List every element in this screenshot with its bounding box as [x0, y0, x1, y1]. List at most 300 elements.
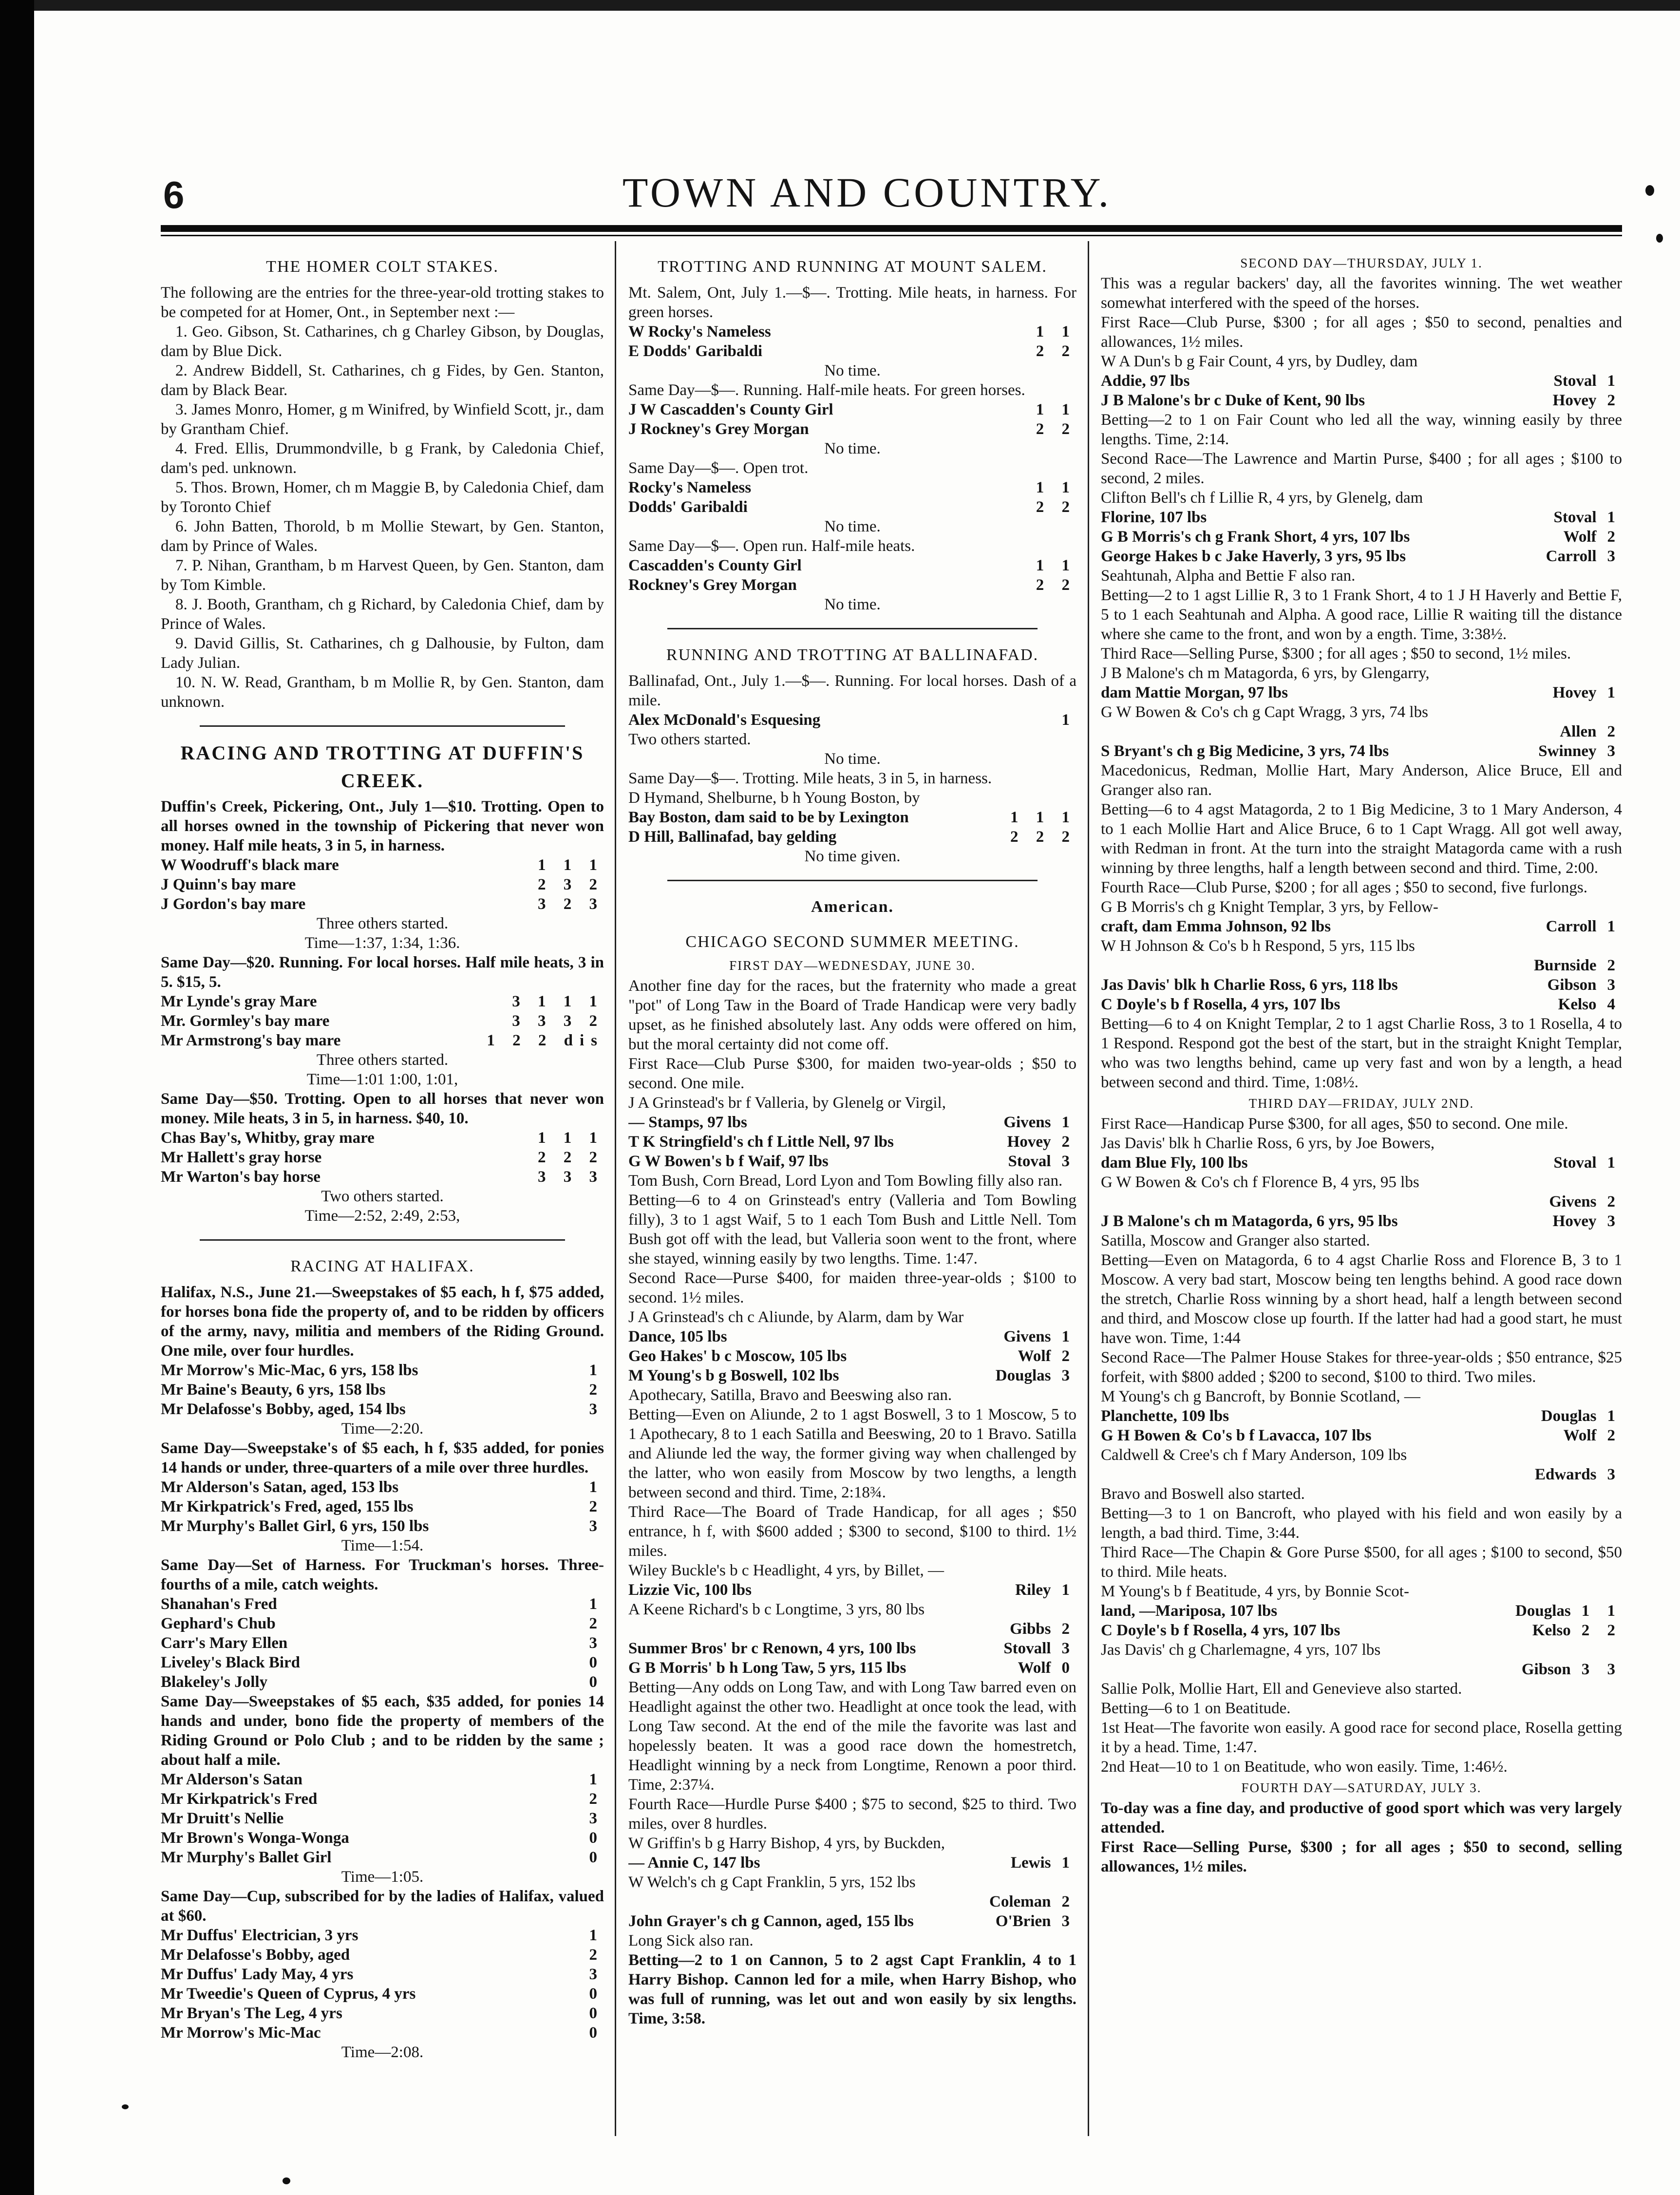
jockey-name: Gibson — [1521, 1661, 1571, 1678]
placing: 1 1 — [1036, 479, 1076, 496]
placing: 0 — [589, 1654, 604, 1671]
race-time: No time. — [824, 750, 881, 768]
placing: 3 — [1061, 1367, 1076, 1384]
horse-name: Mr Bryan's The Leg, 4 yrs — [161, 2005, 342, 2022]
horse-name: Chas Bay's, Whitby, gray mare — [161, 1129, 375, 1147]
result-row — [161, 855, 604, 875]
horse-name: — Stamps, 97 lbs — [628, 1114, 747, 1131]
race-description: Ballinafad, Ont., July 1.—$—. Running. For local horses. Dash of a mile. — [628, 672, 1076, 709]
horse-name: Mr Hallett's gray horse — [161, 1149, 322, 1166]
jockey-name: Wolf — [1018, 1347, 1051, 1365]
result-row — [161, 992, 604, 1011]
race-heat: 2nd Heat—10 to 1 on Beatitude, who won easily. Time, 1:46½. — [1101, 1758, 1508, 1776]
result-list — [161, 992, 604, 1050]
entry-item: 1. Geo. Gibson, St. Catharines, ch g Charley Gibson, by Douglas, dam by Blue Dick. — [161, 323, 604, 360]
placing: 3 — [589, 1634, 604, 1652]
result-row — [1101, 508, 1622, 527]
placing: 0 — [589, 1985, 604, 2003]
placing: 2 2 — [1036, 420, 1076, 438]
horse-name: Mr Kirkpatrick's Fred — [161, 1790, 318, 1808]
placing: 1 — [589, 1927, 604, 1944]
race-note: Satilla, Moscow and Granger also started. — [1101, 1232, 1370, 1249]
day-subheading: FIRST DAY—WEDNESDAY, JUNE 30. — [729, 958, 976, 973]
result-row — [1101, 1621, 1622, 1640]
article-paragraph: The following are the entries for the three-year-old trotting stakes to be competed for at Homer, Ont., in September next :— — [161, 284, 604, 321]
placing: 3 1 1 1 — [512, 993, 604, 1010]
entry-item: 2. Andrew Biddell, St. Catharines, ch g Fides, by Gen. Stanton, dam by Black Bear. — [161, 362, 604, 399]
column-3 — [1101, 241, 1622, 2151]
race-betting: Betting—Even on Aliunde, 2 to 1 agst Boswell, 3 to 1 Moscow, 5 to 1 Apothecary, 8 to 1 each Satilla and Beeswing, 20 to 1 Bravo. Satilla and Aliunde led the way, the former giving way when challenged by the latter, who won easily from Moscow by two lengths, a length between second and third. Time, 2:18¾. — [628, 1406, 1076, 1501]
column-1 — [161, 241, 604, 2151]
jockey-name: Givens — [1003, 1328, 1051, 1345]
placing: 3 — [1607, 548, 1622, 565]
result-list — [1101, 1601, 1622, 1640]
jockey-name: Givens — [1003, 1114, 1051, 1131]
entry-item: 7. P. Nihan, Grantham, b m Harvest Queen, by Gen. Stanton, dam by Tom Kimble. — [161, 557, 604, 594]
result-line: A Keene Richard's b c Longtime, 3 yrs, 80 lbs — [628, 1601, 925, 1618]
race-description: Same Day—$—. Running. Half-mile heats. For green horses. — [628, 381, 1025, 399]
jockey-name: Gibson — [1547, 976, 1597, 994]
placing: 2 2 2 — [1010, 828, 1076, 846]
result-list — [628, 808, 1076, 847]
result-line: G B Morris's ch g Knight Templar, 3 yrs, by Fellow- — [1101, 898, 1438, 916]
placing: 1 1 1 — [538, 1129, 604, 1147]
jockey-name: Hovey — [1552, 1212, 1597, 1230]
result-row — [628, 556, 1076, 575]
horse-name: Jas Davis' blk h Charlie Ross, 6 yrs, 118 lbs — [1101, 976, 1398, 994]
result-row — [628, 1911, 1076, 1931]
horse-name: Mr Armstrong's bay mare — [161, 1032, 341, 1049]
race-note: Sallie Polk, Mollie Hart, Ell and Genevieve also started. — [1101, 1680, 1462, 1698]
horse-name: Bay Boston, dam said to be by Lexington — [628, 809, 909, 826]
result-list — [161, 1594, 604, 1692]
race-description: Fourth Race—Hurdle Purse $400 ; $75 to second, $25 to third. Two miles, over 8 hurdles. — [628, 1796, 1076, 1833]
placing: 2 — [1061, 1893, 1076, 1911]
result-row — [628, 322, 1076, 341]
race-time: No time given. — [804, 848, 901, 865]
result-list — [628, 1853, 1076, 1873]
horse-name: Mr. Gormley's bay mare — [161, 1012, 330, 1030]
race-note: Long Sick also ran. — [628, 1932, 754, 1949]
result-row — [628, 1619, 1076, 1639]
race-description: Same Day—$—. Trotting. Mile heats, 3 in 5, in harness. — [628, 770, 992, 787]
scan-speck — [122, 2104, 129, 2109]
entry-list — [161, 322, 604, 712]
race-description: Second Race—The Palmer House Stakes for three-year-olds ; $50 entrance, $25 forfeit, with $800 added ; $200 to second, $100 to third. Two miles. — [1101, 1349, 1622, 1386]
placing: 1 — [589, 1595, 604, 1613]
race-description: Same Day—Sweepstakes of $5 each, $35 added, for ponies 14 hands and under, bono fide the property of members of the Riding Ground or Polo Club ; and to be ridden by the same ; about half a mile. — [161, 1693, 604, 1769]
race-note: Bravo and Boswell also started. — [1101, 1485, 1305, 1503]
placing: 1 — [1061, 711, 1076, 729]
horse-name: Mr Tweedie's Queen of Cyprus, 4 yrs — [161, 1985, 416, 2003]
placing: 2 — [1607, 1427, 1622, 1444]
horse-name: Mr Brown's Wonga-Wonga — [161, 1829, 349, 1847]
race-note: Two others started. — [628, 731, 751, 748]
jockey-name: Swinney — [1538, 742, 1597, 760]
horse-name: Carr's Mary Ellen — [161, 1634, 288, 1652]
horse-name: J Rockney's Grey Morgan — [628, 420, 809, 438]
race-description: Same Day—$—. Open run. Half-mile heats. — [628, 537, 915, 555]
jockey-name: Stovall — [1003, 1640, 1051, 1657]
result-row — [1101, 975, 1622, 995]
result-line: G W Bowen & Co's ch f Florence B, 4 yrs, 95 lbs — [1101, 1173, 1419, 1191]
race-description: Third Race—The Chapin & Gore Purse $500, for all ages ; $100 to second, $50 to third. Mile heats. — [1101, 1544, 1622, 1581]
horse-name: Mr Warton's bay horse — [161, 1168, 321, 1186]
placing: 0 — [589, 1849, 604, 1866]
horse-name: Alex McDonald's Esquesing — [628, 711, 821, 729]
result-row — [628, 1152, 1076, 1171]
placing: 2 — [1061, 1347, 1076, 1365]
horse-name: dam Blue Fly, 100 lbs — [1101, 1154, 1248, 1172]
result-row — [1101, 1153, 1622, 1173]
article-heading: CREEK. — [340, 770, 424, 792]
jockey-name: Stoval — [1553, 372, 1597, 390]
section-heading: American. — [811, 898, 894, 916]
race-description: Second Race—The Lawrence and Martin Purse, $400 ; for all ages ; $100 to second, 2 miles. — [1101, 450, 1622, 487]
result-list — [628, 478, 1076, 517]
result-row — [628, 478, 1076, 497]
race-description: Mt. Salem, Ont, July 1.—$—. Trotting. Mile heats, in harness. For green horses. — [628, 284, 1076, 321]
result-row — [628, 1132, 1076, 1152]
horse-name: Rocky's Nameless — [628, 479, 752, 496]
horse-name: Liveley's Black Bird — [161, 1654, 301, 1671]
placing: 2 — [589, 1615, 604, 1632]
result-row — [628, 808, 1076, 827]
result-row — [1101, 722, 1622, 741]
placing: 3 — [1607, 976, 1622, 994]
placing: 2 3 2 — [538, 876, 604, 893]
result-line: Caldwell & Cree's ch f Mary Anderson, 109 lbs — [1101, 1446, 1407, 1464]
result-line: J A Grinstead's ch c Aliunde, by Alarm, dam by War — [628, 1308, 964, 1326]
page-number: 6 — [163, 173, 185, 216]
jockey-name: Wolf — [1563, 528, 1597, 546]
result-row — [1101, 1601, 1622, 1621]
placing: 1 — [1607, 1154, 1622, 1172]
result-row — [161, 2023, 604, 2043]
race-betting: Betting—2 to 1 on Cannon, 5 to 2 agst Capt Franklin, 4 to 1 Harry Bishop. Cannon led for a mile, when Harry Bishop, who was full of running, was let out and won easily by six lengths. Time, 3:58. — [628, 1951, 1076, 2027]
placing: 3 — [1061, 1153, 1076, 1170]
race-note: Apothecary, Satilla, Bravo and Beeswing also ran. — [628, 1386, 952, 1404]
placing: 2 — [1607, 957, 1622, 974]
article-heading: TROTTING AND RUNNING AT MOUNT SALEM. — [658, 258, 1047, 276]
horse-name: J Quinn's bay mare — [161, 876, 296, 893]
result-row — [161, 1614, 604, 1633]
placing: 2 2 — [1036, 342, 1076, 360]
article-paragraph: This was a regular backers' day, all the favorites winning. The wet weather somewhat interfered with the speed of the horses. — [1101, 275, 1622, 312]
result-row — [161, 1148, 604, 1167]
placing: 2 — [1607, 392, 1622, 409]
horse-name: — Annie C, 147 lbs — [628, 1854, 760, 1872]
jockey-name: Carroll — [1546, 918, 1597, 935]
placing: 2 — [1061, 1620, 1076, 1638]
placing: 1 1 — [1036, 323, 1076, 341]
race-description: Same Day—Sweepstake's of $5 each, h f, $35 added, for ponies 14 hands or under, three-quarters of a mile over three hurdles. — [161, 1439, 604, 1476]
horse-name: Mr Delafosse's Bobby, aged — [161, 1946, 350, 1964]
horse-name: W Rocky's Nameless — [628, 323, 771, 341]
horse-name: Mr Alderson's Satan, aged, 153 lbs — [161, 1478, 399, 1496]
result-line: Clifton Bell's ch f Lillie R, 4 yrs, by Glenelg, dam — [1101, 489, 1423, 507]
result-line: Jas Davis' ch g Charlemagne, 4 yrs, 107 lbs — [1101, 1641, 1381, 1659]
race-description: Duffin's Creek, Pickering, Ont., July 1—$10. Trotting. Open to all horses owned in the township of Pickering that never won money. Half mile heats, 3 in 5, in harness. — [161, 798, 604, 854]
horse-name: E Dodds' Garibaldi — [628, 342, 763, 360]
result-list — [1101, 1153, 1622, 1173]
result-line: M Young's ch g Bancroft, by Bonnie Scotland, — — [1101, 1388, 1420, 1405]
result-line: J B Malone's ch m Matagorda, 6 yrs, by Glengarry, — [1101, 664, 1430, 682]
horse-name: Shanahan's Fred — [161, 1595, 277, 1613]
placing: 1 — [1061, 1854, 1076, 1872]
result-list — [1101, 1406, 1622, 1445]
race-note: Seahtunah, Alpha and Bettie F also ran. — [1101, 567, 1356, 585]
horse-name: J B Malone's ch m Matagorda, 6 yrs, 95 lbs — [1101, 1212, 1398, 1230]
race-time: Time—1:01 1:00, 1:01, — [306, 1071, 458, 1088]
result-row — [161, 1965, 604, 1984]
race-description: First Race—Club Purse $300, for maiden two-year-olds ; $50 to second. One mile. — [628, 1055, 1076, 1092]
result-row — [161, 1672, 604, 1692]
horse-name: J Gordon's bay mare — [161, 895, 306, 913]
result-row — [1101, 1406, 1622, 1426]
horse-name: D Hill, Ballinafad, bay gelding — [628, 828, 837, 846]
placing: 1 — [1061, 1581, 1076, 1599]
race-betting: Betting—6 to 4 on Knight Templar, 2 to 1 agst Charlie Ross, 3 to 1 Rosella, 4 to 1 Respond. Respond got the best of the start, but in the straight Knight Templar, who was two lengths behind, came up very fast and won by a length, a head between second and third. Time, 1:08½. — [1101, 1015, 1622, 1091]
race-note: Three others started. — [316, 1051, 449, 1069]
result-row — [1101, 1660, 1622, 1679]
entry-item: 10. N. W. Read, Grantham, b m Mollie R, by Gen. Stanton, dam unknown. — [161, 674, 604, 711]
result-row — [628, 1346, 1076, 1366]
horse-name: M Young's b g Boswell, 102 lbs — [628, 1367, 839, 1384]
result-row — [161, 1594, 604, 1614]
result-list — [1101, 371, 1622, 410]
horse-name: Planchette, 109 lbs — [1101, 1407, 1229, 1425]
race-description: Third Race—Selling Purse, $300 ; for all ages ; $50 to second, 1½ miles. — [1101, 645, 1571, 662]
placing: 0 — [589, 2005, 604, 2022]
jockey-name: Gibbs — [1010, 1620, 1051, 1638]
placing: 3 — [589, 1966, 604, 1983]
result-row — [161, 1653, 604, 1672]
placing: 2 2 2 — [538, 1149, 604, 1166]
race-betting: Betting—6 to 1 on Beatitude. — [1101, 1700, 1291, 1717]
result-line: Wiley Buckle's b c Headlight, 4 yrs, by Billet, — — [628, 1562, 944, 1579]
horse-name: Summer Bros' br c Renown, 4 yrs, 100 lbs — [628, 1640, 916, 1657]
race-time: Time—1:54. — [341, 1537, 424, 1554]
horse-name: Mr Kirkpatrick's Fred, aged, 155 lbs — [161, 1498, 414, 1515]
result-line: W Welch's ch g Capt Franklin, 5 yrs, 152 lbs — [628, 1873, 916, 1891]
result-row — [1101, 371, 1622, 391]
placing: 3 — [589, 1810, 604, 1827]
result-row — [628, 827, 1076, 847]
race-betting: Betting—2 to 1 agst Lillie R, 3 to 1 Frank Short, 4 to 1 J H Haverly and Bettie F, 5 to 1 each Seahtunah and Alpha. A good race, Lillie R waiting till the distance where she came to the front, and won by a ength. Time, 3:38½. — [1101, 587, 1622, 643]
placing: 3 3 3 2 — [512, 1012, 604, 1030]
placing: 2 2 — [1581, 1622, 1622, 1639]
horse-name: G B Morris' b h Long Taw, 5 yrs, 115 lbs — [628, 1659, 906, 1677]
result-line: W A Dun's b g Fair Count, 4 yrs, by Dudley, dam — [1101, 353, 1418, 370]
scan-speck — [1645, 185, 1654, 196]
placing: 3 — [1607, 1212, 1622, 1230]
result-row — [628, 1580, 1076, 1600]
result-row — [1101, 527, 1622, 547]
entry-item: 9. David Gillis, St. Catharines, ch g Dalhousie, by Fulton, dam Lady Julian. — [161, 635, 604, 672]
placing: 1 1 — [1581, 1602, 1622, 1620]
result-row — [161, 1848, 604, 1867]
placing: 1 — [1607, 509, 1622, 526]
placing: 4 — [1607, 996, 1622, 1013]
race-betting: Betting—Even on Matagorda, 6 to 4 agst Charlie Ross and Florence B, 3 to 1 Moscow. A very bad start, Moscow being ten lengths behind. A good race down the stretch, Charlie Ross winning by a short head, half a length between second and third, and Moscow close up fourth. If the latter had had a good start, he must have won. Time, 1:44 — [1101, 1251, 1622, 1347]
jockey-name: Douglas — [1515, 1602, 1571, 1620]
scan-top-edge — [0, 0, 1680, 11]
placing: 1 — [1607, 684, 1622, 701]
placing: 2 — [1607, 1193, 1622, 1211]
result-row — [628, 1327, 1076, 1346]
placing: 1 — [1061, 1114, 1076, 1131]
placing: 1 — [1607, 918, 1622, 935]
placing: 1 1 — [1036, 401, 1076, 418]
result-row — [628, 497, 1076, 517]
placing: 1 — [1061, 1328, 1076, 1345]
race-description: First Race—Selling Purse, $300 ; for all ages ; $50 to second, selling allowances, 1½ miles. — [1101, 1838, 1622, 1875]
result-list — [161, 1361, 604, 1419]
day-subheading: FOURTH DAY—SATURDAY, JULY 3. — [1241, 1780, 1482, 1795]
result-list — [161, 1128, 604, 1187]
scan-left-edge — [0, 0, 34, 2195]
result-row — [161, 1477, 604, 1497]
race-time: Time—2:08. — [341, 2044, 424, 2061]
result-row — [161, 1633, 604, 1653]
result-row — [161, 894, 604, 914]
race-description: Same Day—Set of Harness. For Truckman's horses. Three-fourths of a mile, catch weights. — [161, 1556, 604, 1593]
entry-item: 5. Thos. Brown, Homer, ch m Maggie B, by Caledonia Chief, dam by Toronto Chief — [161, 479, 604, 516]
placing: 1 — [589, 1771, 604, 1788]
result-row — [161, 1945, 604, 1965]
header-rule-thin — [161, 235, 1622, 236]
result-row — [161, 1770, 604, 1789]
race-description: Same Day—$20. Running. For local horses. Half mile heats, 3 in 5. $15, 5. — [161, 954, 604, 991]
horse-name: C Doyle's b f Rosella, 4 yrs, 107 lbs — [1101, 996, 1340, 1013]
section-rule — [667, 880, 1038, 881]
race-betting: Betting—6 to 4 on Grinstead's entry (Valleria and Tom Bowling filly), 3 to 1 agst Waif, 5 to 1 each Tom Bush and Little Nell. Tom Bush got off with the lead, but Valleria soon went to the front, where she stayed, winning easily by two lengths. Time. 1:47. — [628, 1192, 1076, 1268]
result-line: W H Johnson & Co's b h Respond, 5 yrs, 115 lbs — [1101, 937, 1415, 955]
horse-name: Mr Murphy's Ballet Girl, 6 yrs, 150 lbs — [161, 1517, 429, 1535]
placing: 3 — [589, 1400, 604, 1418]
result-list — [628, 322, 1076, 361]
result-row — [1101, 547, 1622, 566]
section-rule — [200, 725, 565, 727]
column-divider — [615, 241, 616, 2136]
race-note: Two others started. — [321, 1188, 444, 1205]
jockey-name: Edwards — [1534, 1466, 1597, 1483]
placing: 1 1 1 — [1010, 809, 1076, 826]
placing: 3 3 3 — [538, 1168, 604, 1186]
race-description: Second Race—Purse $400, for maiden three-year-olds ; $100 to second. 1½ miles. — [628, 1269, 1076, 1306]
jockey-name: Stoval — [1553, 509, 1597, 526]
result-row — [161, 1400, 604, 1419]
horse-name: Mr Druitt's Nellie — [161, 1810, 284, 1827]
jockey-name: Lewis — [1011, 1854, 1051, 1872]
placing: 3 — [1061, 1640, 1076, 1657]
header-rule — [161, 225, 1622, 232]
race-description: First Race—Club Purse, $300 ; for all ages ; $50 to second, penalties and allowances, 1½ miles. — [1101, 314, 1622, 351]
result-row — [161, 1011, 604, 1031]
section-rule — [667, 628, 1038, 629]
horse-name: Mr Baine's Beauty, 6 yrs, 158 lbs — [161, 1381, 386, 1399]
jockey-name: Douglas — [995, 1367, 1051, 1384]
horse-name: J B Malone's br c Duke of Kent, 90 lbs — [1101, 392, 1365, 409]
placing: 3 — [1061, 1912, 1076, 1930]
horse-name: G B Morris's ch g Frank Short, 4 yrs, 107 lbs — [1101, 528, 1410, 546]
article-paragraph: To-day was a fine day, and productive of good sport which was very largely attended. — [1101, 1799, 1622, 1836]
horse-name: John Grayer's ch g Cannon, aged, 155 lbs — [628, 1912, 914, 1930]
result-list — [1101, 722, 1622, 761]
placing: 0 — [1061, 1659, 1076, 1677]
horse-name: land, —Mariposa, 107 lbs — [1101, 1602, 1278, 1620]
result-list — [1101, 508, 1622, 566]
horse-name: Gephard's Chub — [161, 1615, 276, 1632]
horse-name: Dodds' Garibaldi — [628, 498, 748, 516]
race-time: Time—2:20. — [341, 1420, 424, 1438]
result-row — [1101, 917, 1622, 936]
placing: 2 — [589, 1381, 604, 1399]
race-description: Same Day—$50. Trotting. Open to all horses that never won money. Mile heats, 3 in 5, in harness. $40, 10. — [161, 1090, 604, 1127]
race-note: Macedonicus, Redman, Mollie Hart, Mary Anderson, Alice Bruce, Ell and Granger also ran. — [1101, 762, 1622, 799]
horse-name: Florine, 107 lbs — [1101, 509, 1207, 526]
day-subheading: THIRD DAY—FRIDAY, JULY 2ND. — [1248, 1096, 1474, 1111]
jockey-name: Stoval — [1553, 1154, 1597, 1172]
result-row — [1101, 1426, 1622, 1445]
placing: 2 2 — [1036, 498, 1076, 516]
result-row — [628, 1892, 1076, 1911]
result-list — [628, 1580, 1076, 1600]
race-note: Three others started. — [316, 915, 449, 932]
placing: 2 — [589, 1790, 604, 1808]
result-row — [628, 575, 1076, 595]
result-list — [1101, 956, 1622, 1014]
result-line: D Hymand, Shelburne, b h Young Boston, by — [628, 789, 920, 807]
result-list — [1101, 1192, 1622, 1231]
horse-name: Mr Delafosse's Bobby, aged, 154 lbs — [161, 1400, 406, 1418]
result-row — [1101, 956, 1622, 975]
placing: 3 — [589, 1517, 604, 1535]
placing: 3 — [1607, 1466, 1622, 1483]
result-line: G W Bowen & Co's ch g Capt Wragg, 3 yrs, 74 lbs — [1101, 703, 1428, 721]
result-line: Jas Davis' blk h Charlie Ross, 6 yrs, by Joe Bowers, — [1101, 1135, 1435, 1152]
placing: 2 — [1061, 1133, 1076, 1151]
jockey-name: Douglas — [1541, 1407, 1597, 1425]
result-row — [161, 1789, 604, 1809]
entry-item: 4. Fred. Ellis, Drummondville, b g Frank, by Caledonia Chief, dam's ped. unknown. — [161, 440, 604, 477]
jockey-name: Carroll — [1546, 548, 1597, 565]
section-rule — [200, 1239, 565, 1241]
result-list — [161, 1926, 604, 2043]
jockey-name: Wolf — [1018, 1659, 1051, 1677]
result-row — [161, 875, 604, 894]
race-heat: 1st Heat—The favorite won easily. A good race for second place, Rosella getting it by a head. Time, 1:47. — [1101, 1719, 1622, 1756]
result-list — [1101, 1660, 1622, 1679]
result-list — [628, 400, 1076, 439]
result-row — [161, 1167, 604, 1187]
placing: 2 2 — [1036, 576, 1076, 594]
jockey-name: Riley — [1015, 1581, 1051, 1599]
placing: 1 — [589, 1362, 604, 1379]
result-row — [628, 1853, 1076, 1873]
placing: 3 2 3 — [538, 895, 604, 913]
entry-item: 8. J. Booth, Grantham, ch g Richard, by Caledonia Chief, dam by Prince of Wales. — [161, 596, 604, 633]
placing: 1 — [589, 1478, 604, 1496]
article-heading: THE HOMER COLT STAKES. — [266, 258, 499, 276]
race-time: No time. — [824, 440, 881, 457]
entry-item: 3. James Monro, Homer, g m Winifred, by Winfield Scott, jr., dam by Grantham Chief. — [161, 401, 604, 438]
placing: 0 — [589, 2024, 604, 2042]
race-description: Same Day—$—. Open trot. — [628, 459, 809, 477]
result-row — [628, 1366, 1076, 1385]
masthead-title: TOWN AND COUNTRY. — [622, 169, 1112, 216]
